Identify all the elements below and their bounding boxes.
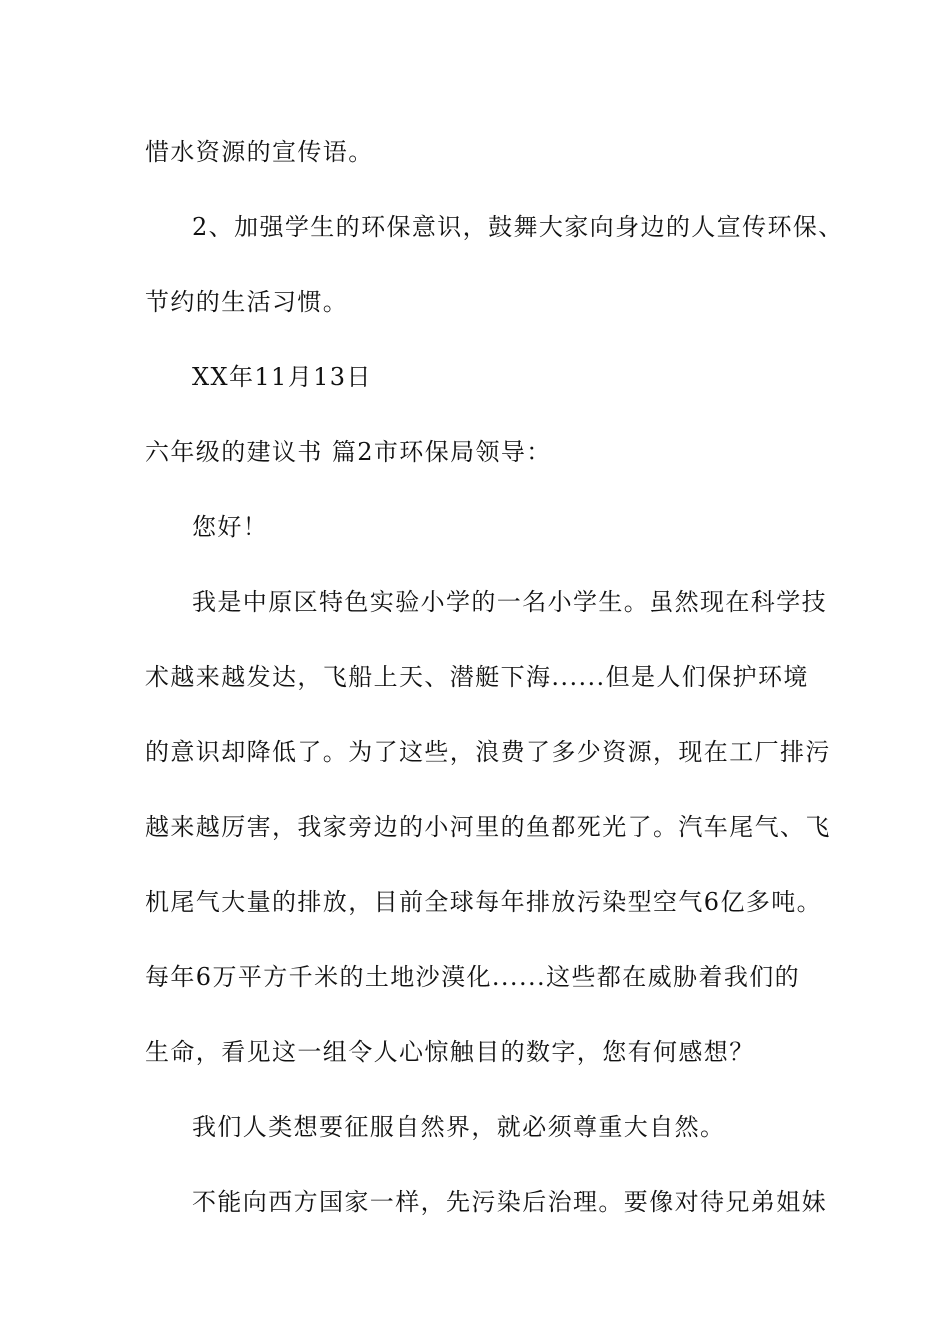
- text-line: 生命，看见这一组令人心惊触目的数字，您有何感想？: [145, 1038, 755, 1066]
- text-line: 我们人类想要征服自然界，就必须尊重大自然。: [192, 1113, 726, 1141]
- text-line: 不能向西方国家一样，先污染后治理。要像对待兄弟姐妹: [192, 1188, 827, 1216]
- section-heading: 六年级的建议书 篇2市环保局领导：: [145, 438, 552, 466]
- text-line: 惜水资源的宣传语。: [145, 138, 374, 166]
- text-line: 每年6万平方千米的土地沙漠化......这些都在威胁着我们的: [145, 963, 801, 991]
- date-line: XX年11月13日: [192, 363, 372, 391]
- text-line: 的意识却降低了。为了这些，浪费了多少资源，现在工厂排污: [145, 738, 831, 766]
- text-line: 我是中原区特色实验小学的一名小学生。虽然现在科学技: [192, 588, 827, 616]
- text-line: 2、加强学生的环保意识，鼓舞大家向身边的人宣传环保、: [192, 213, 844, 241]
- text-line: 术越来越发达，飞船上天、潜艇下海......但是人们保护环境: [145, 663, 809, 691]
- text-line: 节约的生活习惯。: [145, 288, 349, 316]
- text-line: 越来越厉害，我家旁边的小河里的鱼都死光了。汽车尾气、飞: [145, 813, 831, 841]
- greeting: 您好！: [192, 513, 269, 541]
- text-line: 机尾气大量的排放，目前全球每年排放污染型空气6亿多吨。: [145, 888, 823, 916]
